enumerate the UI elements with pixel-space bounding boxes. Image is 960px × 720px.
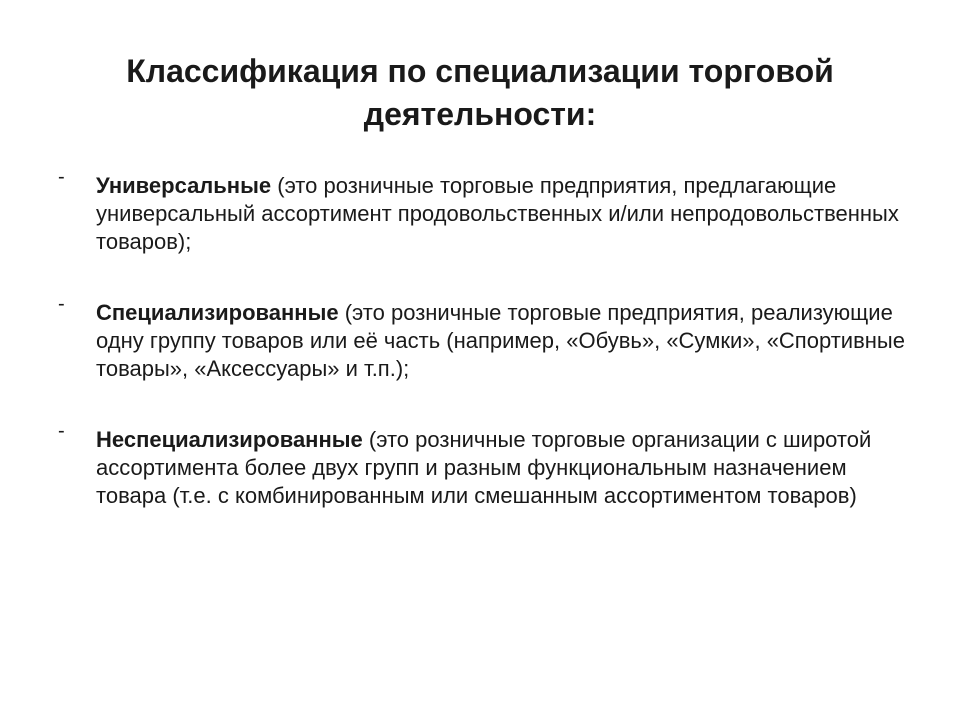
classification-list [58, 166, 918, 510]
list-item-non-specialized [58, 420, 918, 510]
bullet-dash-marker: - [58, 293, 65, 315]
slide-title [40, 50, 920, 136]
slide-title-line-2: деятельности: [363, 96, 597, 132]
slide-title-line-1: Классификация по специализации торговой [126, 53, 834, 89]
description-universal: (это розничные торговые предприятия, предлагающие универсальный ассортимент продовольственных и/или непродовольственных товаров); [96, 173, 899, 254]
term-non-specialized: Неспециализированные [96, 427, 363, 452]
list-item-specialized [58, 293, 918, 383]
bullet-dash-marker: - [58, 166, 65, 188]
bullet-dash-marker: - [58, 420, 65, 442]
description-non-specialized: (это розничные торговые организации с широтой ассортимента более двух групп и разным функциональным назначением товара (т.е. с комбинированным или смешанным ассортиментом товаров) [96, 427, 872, 508]
list-item-universal [58, 166, 918, 256]
term-universal: Универсальные [96, 173, 272, 198]
term-specialized: Специализированные [96, 300, 339, 325]
description-specialized: (это розничные торговые предприятия, реализующие одну группу товаров или её часть (например, «Обувь», «Сумки», «Спортивные товары», «Аксессуары» и т.п.); [96, 300, 905, 381]
